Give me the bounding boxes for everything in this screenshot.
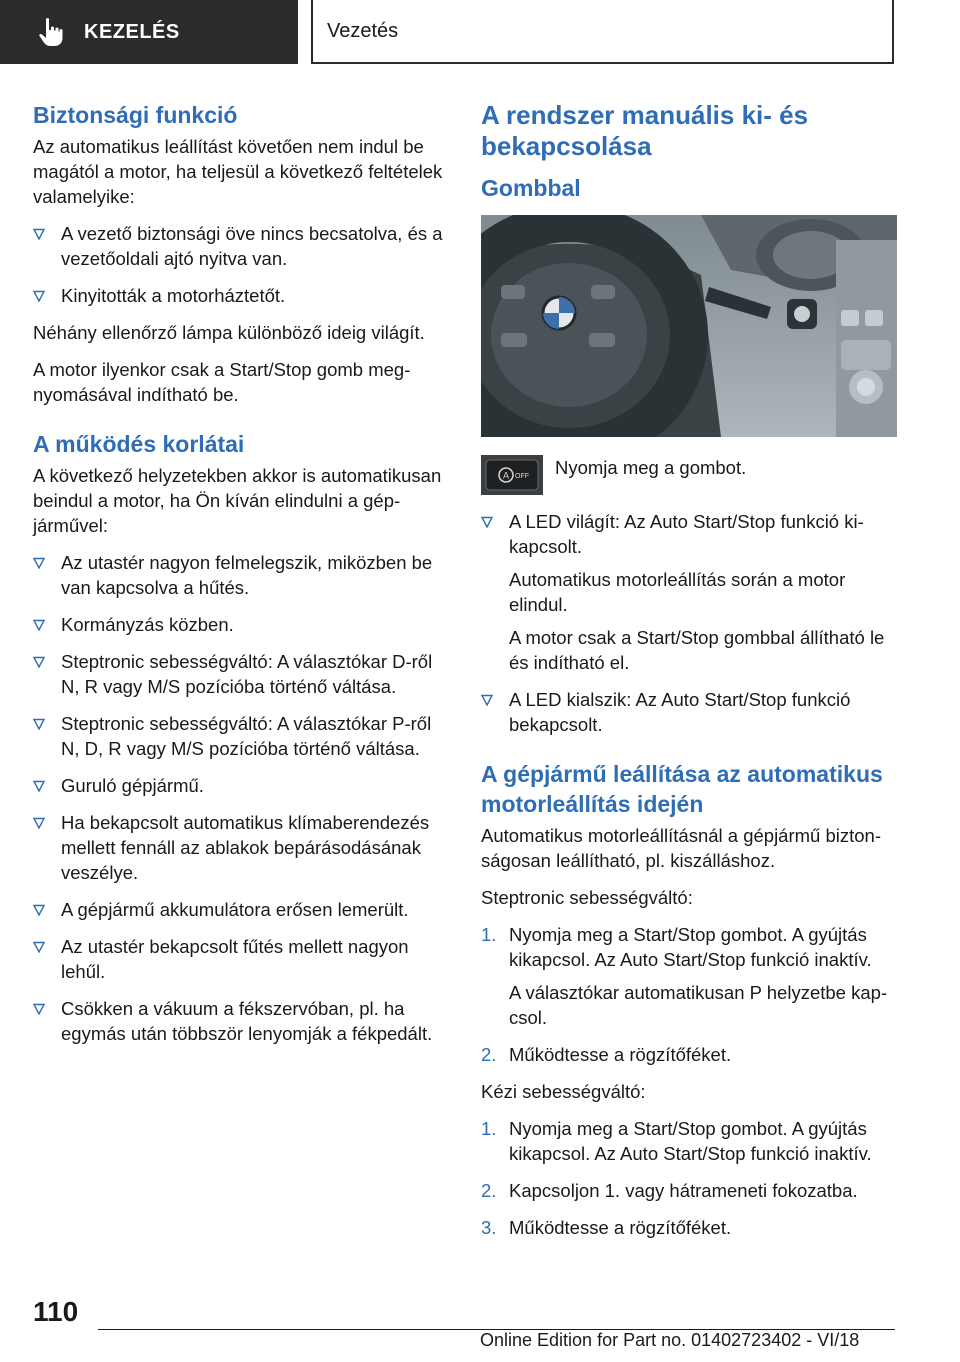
list-item: Guruló gépjármű. <box>33 773 445 798</box>
list-item: A LED világít: Az Auto Start/Stop funkció kikapcsolt. Automatikus motorleállítás során a motor elindul. A motor csak a Start/Stop gombbal állítható le és indítható el. <box>481 509 897 675</box>
list-item: A LED kialszik: Az Auto Start/Stop funkció bekapcsolt. <box>481 687 897 737</box>
list-item: Kinyitották a motorháztetőt. <box>33 283 445 308</box>
step-number: 1. <box>481 924 497 945</box>
list-item: A gépjármű akkumulátora erősen lemerült. <box>33 897 445 922</box>
list-item: Ha bekapcsolt automatikus klímaberendezés mellett fennáll az ablakok bepárásodásának veszélye. <box>33 810 445 885</box>
stop-intro: Automatikus motorleállításnál a gépjármű biztonságosan leállítható, pl. kiszálláshoz. <box>481 825 882 871</box>
triangle-bullet-icon <box>33 619 45 631</box>
section-title: Vezetés <box>311 0 894 64</box>
triangle-bullet-icon <box>33 557 45 569</box>
left-column <box>33 100 445 1058</box>
step-number: 1. <box>481 1118 497 1139</box>
svg-text:OFF: OFF <box>515 473 529 480</box>
steptronic-steps <box>481 922 897 1067</box>
limits-list <box>33 550 445 1046</box>
manual-gear-steps <box>481 1116 897 1240</box>
step-number: 3. <box>481 1217 497 1238</box>
safety-note-lamps: Néhány ellenőrző lámpa különböző ideig világít. <box>33 322 425 343</box>
led-note: Automatikus motorleállítás során a motor elindul. <box>509 569 846 615</box>
step-note: A választókar automatikusan P helyzetbe kapcsol. <box>509 982 888 1028</box>
dashboard-photo <box>481 215 897 437</box>
edition-note: Online Edition for Part no. 01402723402 - VI/18 <box>480 1330 860 1350</box>
list-item: 1. Nyomja meg a Start/Stop gombot. A gyújtás kikapcsol. Az Auto Start/Stop funkció inaktív. <box>481 1118 872 1164</box>
triangle-bullet-icon <box>33 780 45 792</box>
list-item: Steptronic sebességváltó: A választókar P-ről N, D, R vagy M/S pozícióba történő váltása. <box>33 711 445 761</box>
auto-start-stop-button-icon <box>481 455 543 495</box>
list-item: Az utastér nagyon felmelegszik, miközben be van kapcsolva a hűtés. <box>33 550 445 600</box>
triangle-bullet-icon <box>33 656 45 668</box>
list-item: Az utastér bekapcsolt fűtés mellett nagyon lehűl. <box>33 934 445 984</box>
safety-note-restart: A motor ilyenkor csak a Start/Stop gomb megnyomásával indítható be. <box>33 359 411 405</box>
triangle-bullet-icon <box>33 904 45 916</box>
page-number: 110 <box>33 1296 79 1327</box>
list-item: 3. Működtesse a rögzítőféket. <box>481 1217 732 1238</box>
stop-heading: A gépjármű leállítása az automatikus motorleállítás idején <box>481 761 883 817</box>
triangle-bullet-icon <box>33 718 45 730</box>
list-item: Steptronic sebességváltó: A választókar D-ről N, R vagy M/S pozícióba történő váltása. <box>33 649 445 699</box>
triangle-bullet-icon <box>33 1003 45 1015</box>
right-column <box>481 100 897 1252</box>
triangle-bullet-icon <box>33 290 45 302</box>
step-number: 2. <box>481 1180 497 1201</box>
triangle-bullet-icon <box>33 228 45 240</box>
chapter-tab <box>0 0 298 64</box>
button-caption: Nyomja meg a gombot. <box>555 457 747 478</box>
led-list <box>481 509 897 737</box>
led-note: A motor csak a Start/Stop gombbal állítható le és indítható el. <box>509 627 885 673</box>
safety-heading: Biztonsági funkció <box>33 102 238 128</box>
safety-intro: Az automatikus leállítást követően nem indul be magától a motor, ha teljesül a következő feltételek valamelyike: <box>33 136 443 207</box>
step-number: 2. <box>481 1044 497 1065</box>
limits-intro: A következő helyzetekben akkor is automatikusan beindul a motor, ha Ön kíván elindulni a gépjárművel: <box>33 465 442 536</box>
triangle-bullet-icon <box>33 941 45 953</box>
list-item: Kormányzás közben. <box>33 612 445 637</box>
list-item: 2. Működtesse a rögzítőféket. <box>481 1044 732 1065</box>
limits-heading: A működés korlátai <box>33 431 245 457</box>
manual-gear-label: Kézi sebességváltó: <box>481 1081 646 1102</box>
triangle-bullet-icon <box>481 516 493 528</box>
list-item: Csökken a vákuum a fékszervóban, pl. ha egymás után többször lenyomják a fékpedált. <box>33 996 445 1046</box>
hand-pointer-icon <box>38 17 64 47</box>
triangle-bullet-icon <box>33 817 45 829</box>
button-subheading: Gombbal <box>481 175 581 201</box>
list-item: 1. Nyomja meg a Start/Stop gombot. A gyújtás kikapcsol. Az Auto Start/Stop funkció inaktív. A választókar automatikusan P helyzetbe kapcsol. <box>481 922 897 1030</box>
list-item: A vezető biztonsági öve nincs becsatolva, és a vezetőoldali ajtó nyitva van. <box>33 221 445 271</box>
safety-list <box>33 221 445 308</box>
steptronic-label: Steptronic sebességváltó: <box>481 887 693 908</box>
triangle-bullet-icon <box>481 694 493 706</box>
svg-text:A: A <box>502 470 510 481</box>
manual-heading: A rendszer manuális ki- és bekapcsolása <box>481 100 809 161</box>
chapter-title: KEZELÉS <box>84 20 180 43</box>
list-item: 2. Kapcsoljon 1. vagy hátrameneti fokozatba. <box>481 1180 858 1201</box>
button-caption-row <box>481 455 897 495</box>
